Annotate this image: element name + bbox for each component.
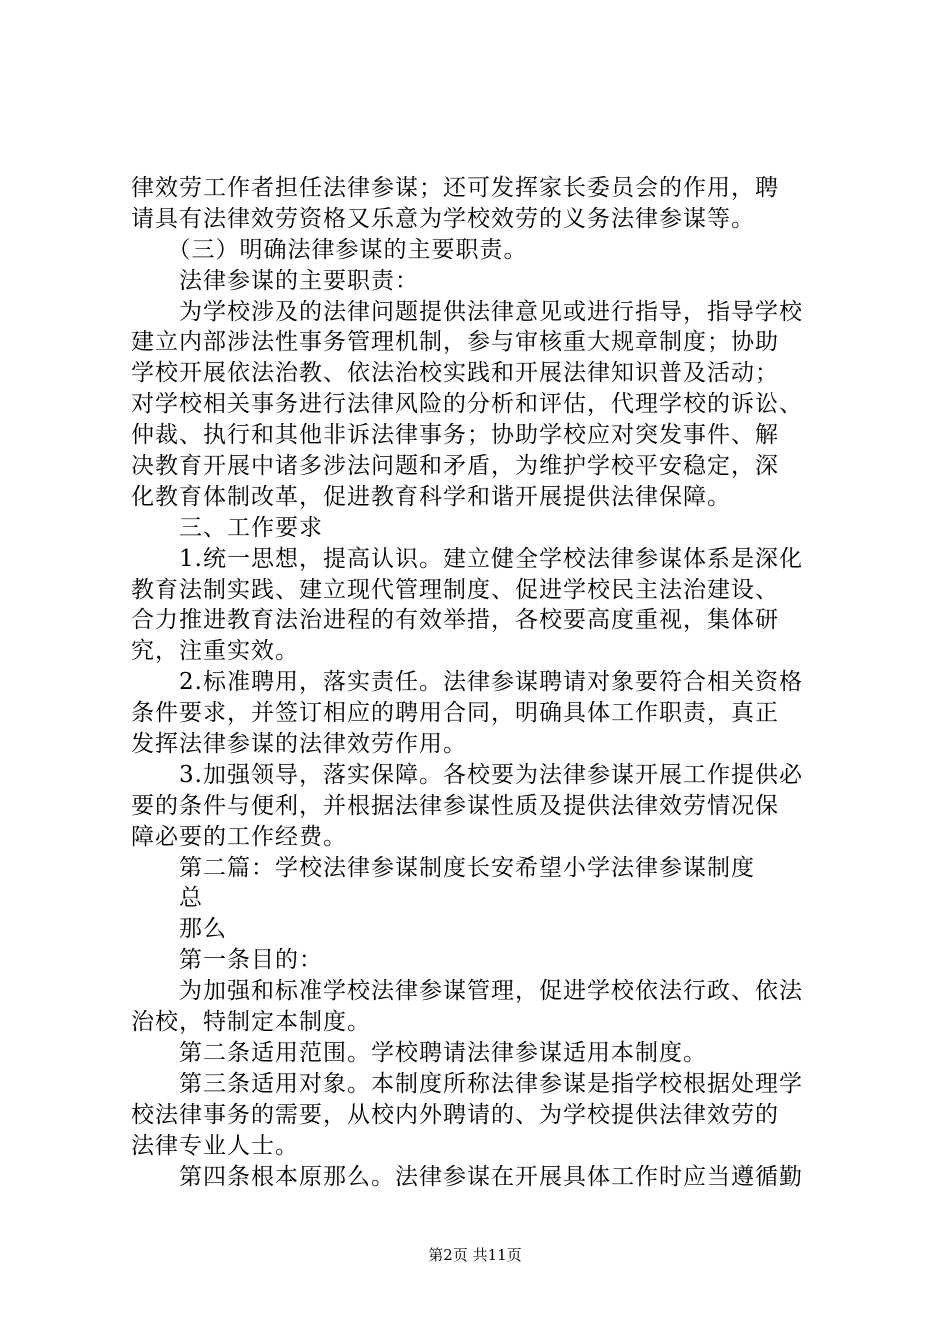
text-line: 建立内部涉法性事务管理机制，参与审核重大规章制度；协助 [131,329,779,356]
text-line: 对学校相关事务进行法律风险的分析和评估，代理学校的诉讼、 [131,391,803,418]
text-line: 化教育体制改革，促进教育科学和谐开展提供法律保障。 [131,483,731,510]
text-line: 条件要求，并签订相应的聘用合同，明确具体工作职责，真正 [131,700,779,727]
text-line: 法律专业人士。 [131,1132,299,1159]
section-heading: （三）明确法律参谋的主要职责。 [131,236,528,263]
text-line: 教育法制实践、建立现代管理制度、促进学校民主法治建设、 [131,576,779,603]
text-line: 2.标准聘用，落实责任。法律参谋聘请对象要符合相关资格 [131,669,803,696]
text-line: 第四条根本原那么。法律参谋在开展具体工作时应当遵循勤 [131,1163,803,1190]
text-line: 治校，特制定本制度。 [131,1009,371,1036]
text-line: 仲裁、执行和其他非诉法律事务；协助学校应对突发事件、解 [131,422,779,449]
text-line: 3.加强领导，落实保障。各校要为法律参谋开展工作提供必 [131,761,803,788]
text-line: 为学校涉及的法律问题提供法律意见或进行指导，指导学校 [131,298,803,325]
text-line: 第三条适用对象。本制度所称法律参谋是指学校根据处理学 [131,1070,803,1097]
section-heading: 三、工作要求 [131,514,323,541]
text-line: 总 [131,885,203,912]
text-line: 那么 [131,916,227,943]
text-line: 1.统一思想，提高认识。建立健全学校法律参谋体系是深化 [131,545,803,572]
section-heading: 第二篇：学校法律参谋制度长安希望小学法律参谋制度 [131,854,755,881]
text-line: 请具有法律效劳资格又乐意为学校效劳的义务法律参谋等。 [131,205,755,232]
text-line: 合力推进教育法治进程的有效举措，各校要高度重视，集体研 [131,607,779,634]
text-line: 法律参谋的主要职责： [131,267,419,294]
text-line: 律效劳工作者担任法律参谋；还可发挥家长委员会的作用，聘 [131,175,779,201]
text-line: 决教育开展中诸多涉法问题和矛盾，为维护学校平安稳定，深 [131,453,779,480]
text-line: 第一条目的： [131,947,323,974]
text-line: 第二条适用范围。学校聘请法律参谋适用本制度。 [131,1039,707,1066]
text-line: 学校开展依法治教、依法治校实践和开展法律知识普及活动； [131,360,779,387]
text-line: 为加强和标准学校法律参谋管理，促进学校依法行政、依法 [131,978,803,1005]
page-number-footer: 第2页 共11页 [428,1246,522,1264]
text-line: 究，注重实效。 [131,638,299,665]
text-line: 校法律事务的需要，从校内外聘请的、为学校提供法律效劳的 [131,1101,779,1128]
text-line: 障必要的工作经费。 [131,823,347,850]
text-line: 发挥法律参谋的法律效劳作用。 [131,731,467,758]
body-text [131,173,851,1192]
text-line: 要的条件与便利，并根据法律参谋性质及提供法律效劳情况保 [131,792,779,819]
